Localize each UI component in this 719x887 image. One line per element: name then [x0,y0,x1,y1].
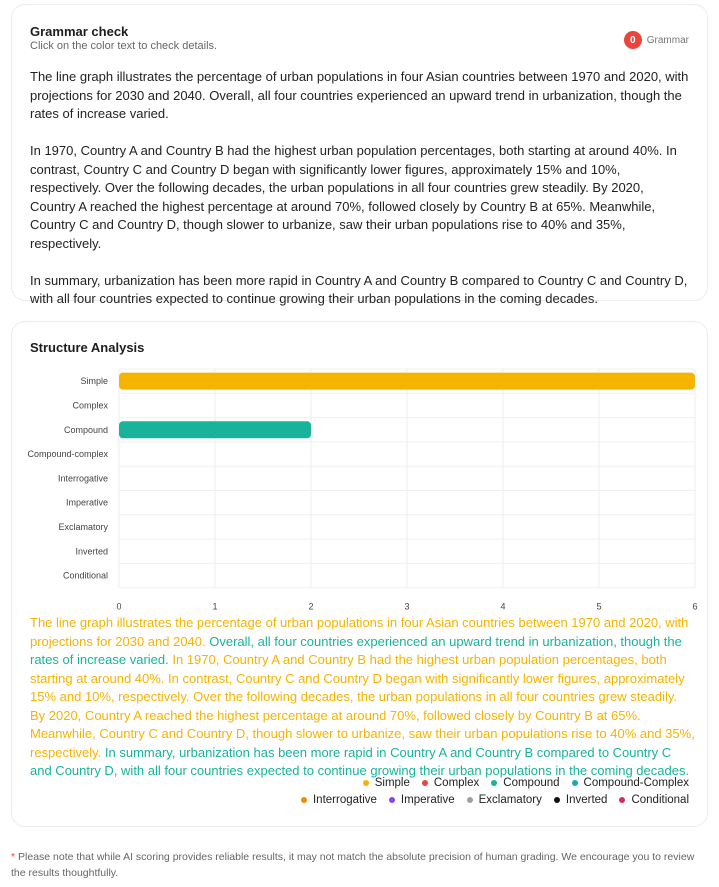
legend-item-compound[interactable] [491,777,559,789]
footnote-text: Please note that while AI scoring provides reliable results, it may not match the absolute precision of human grading. We encourage you to review the results thoughtfully. [11,851,695,879]
legend-dot [363,780,369,786]
legend-dot [554,797,560,803]
grammar-badge[interactable] [624,31,689,49]
legend-dot [389,797,395,803]
legend-dot [619,797,625,803]
chart-tick-label: 5 [596,601,602,612]
chart-tick-label: 0 [116,601,122,612]
legend-dot [491,780,497,786]
footnote-asterisk: * [11,851,16,863]
structure-analysis-text [30,614,695,781]
legend-label: Complex [433,777,480,789]
legend-dot [301,797,307,803]
grammar-badge-label: Grammar [646,34,689,46]
chart-tick-label: 1 [212,601,218,612]
chart-category-label: Imperative [65,497,108,508]
legend-item-complex[interactable] [422,777,479,789]
chart-bar-compound [119,421,311,438]
essay-paragraph: In 1970, Country A and Country B had the highest urban population percentages, both starting at around 40%. In contrast, Country C and Country D began with significantly lower figures, approximately 15% and 10%, respectively. Over the following decades, the urban populations in all four countries grew steadily. By 2020, Country A reached the highest percentage at around 70%, followed closely by Country B at 65%. Meanwhile, Country C and Country D, though slower to urbanize, saw their urban populations rise to 40% and 35%, respectively. [30,143,677,251]
chart-category-label: Interrogative [57,473,108,484]
chart-category-label: Simple [80,376,108,387]
legend-item-exclamatory[interactable] [467,794,542,806]
legend-item-inverted[interactable] [554,794,608,806]
sentence-segment-simple[interactable]: The line graph illustrates the percentage of urban populations in four Asian countries between 1970 and 2020, with projections for 2030 and 2040. [30,615,689,649]
legend-item-imperative[interactable] [389,794,455,806]
legend-label: Conditional [631,794,689,806]
sentence-segment-compound[interactable]: In summary, urbanization has been more rapid in Country A and Country B compared to Country C and Country D, with all four countries expected to continue growing their urban populations in the coming decades. [30,744,690,778]
chart-category-label: Exclamatory [58,521,108,532]
sentence-segment-compound[interactable]: Overall, all four countries experienced an upward trend in urbanization, though the rates of increase varied. [30,633,682,667]
legend-label: Interrogative [312,794,377,806]
grammar-error-count: 0 [624,31,642,49]
legend-label: Exclamatory [478,794,542,806]
chart-bar-simple [119,373,695,390]
legend-item-conditional[interactable] [619,794,689,806]
sentence-structure-chart [12,362,709,614]
legend-label: Compound [503,777,560,789]
legend-label: Compound-Complex [583,777,689,789]
chart-tick-label: 2 [308,601,314,612]
essay-paragraph: The line graph illustrates the percentage of urban populations in four Asian countries between 1970 and 2020, with projections for 2030 and 2040. Overall, all four countries experienced an upward trend in urbanization, though the rates of increase varied. [30,69,689,121]
essay-text [30,68,692,327]
grammar-check-title: Grammar check [30,24,129,39]
grammar-check-card [11,4,708,306]
grammar-check-subtitle: Click on the color text to check details. [30,40,218,52]
chart-tick-label: 6 [692,601,698,612]
chart-svg [12,362,709,614]
legend-dot [422,780,428,786]
chart-tick-label: 3 [404,601,410,612]
legend-row-2 [29,794,689,806]
chart-category-label: Conditional [62,570,108,581]
chart-category-label: Inverted [75,546,108,557]
disclaimer-footnote [11,849,711,881]
structure-analysis-title: Structure Analysis [30,340,145,355]
structure-analysis-card [11,321,708,827]
legend-item-interrogative[interactable] [301,794,377,806]
sentence-segment-simple[interactable]: In 1970, Country A and Country B had the highest urban population percentages, both starting at around 40%. In contrast, Country C and Country D began with significantly lower figures, approximately 15% and 10%, respectively. Over the following decades, the urban populations in all four countries grew steadily. By 2020, Country A reached the highest percentage at around 70%, followed closely by Country B at 65%. Meanwhile, Country C and Country D, though slower to urbanize, saw their urban populations rise to 40% and 35%, respectively. [30,652,695,760]
legend-dot [572,780,578,786]
legend-item-simple[interactable] [363,777,410,789]
legend-label: Simple [374,777,410,789]
chart-category-label: Compound [63,424,108,435]
chart-category-label: Compound-complex [27,449,108,460]
legend-row-1 [29,777,689,789]
chart-category-label: Complex [72,400,108,411]
chart-tick-label: 4 [500,601,506,612]
legend-dot [467,797,473,803]
legend-label: Inverted [565,794,608,806]
legend-item-compound-complex[interactable] [572,777,689,789]
legend-label: Imperative [400,794,455,806]
essay-paragraph: In summary, urbanization has been more rapid in Country A and Country B compared to Country C and Country D, with all four countries expected to continue growing their urban populations in the coming decades. [30,272,688,306]
